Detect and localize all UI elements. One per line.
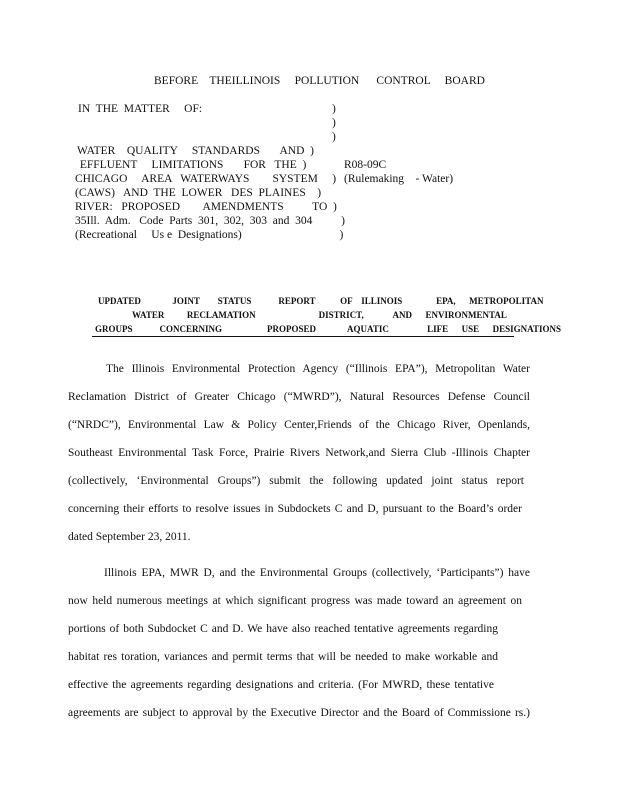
report-title-line: WATER RECLAMATION DISTRICT, AND ENVIRONMENTAL	[132, 310, 507, 320]
body-paragraph-1	[68, 355, 530, 551]
caption-line: 35Ill. Adm. Code Parts 301, 302, 303 and 304 )	[75, 215, 345, 227]
paragraph-line: agreements are subject to approval by the Executive Director and the Board of Commissione rs.)	[68, 707, 530, 719]
caption-line: RIVER: PROPOSED AMENDMENTS TO )	[75, 201, 337, 213]
report-title-line: UPDATED JOINT STATUS REPORT OF ILLINOIS EPA, METROPOLITAN	[98, 296, 544, 306]
paragraph-line: (“NRDC”), Environmental Law & Policy Center,Friends of the Chicago River, Openlands,	[68, 419, 530, 431]
paragraph-line: Reclamation District of Greater Chicago (“MWRD”), Natural Resources Defense Council	[68, 391, 530, 403]
paragraph-line: dated September 23, 2011.	[68, 531, 191, 543]
paragraph-line: now held numerous meetings at which significant progress was made toward an agreement on	[68, 595, 522, 607]
caption-line: (Recreational Us e Designations) )	[75, 229, 344, 241]
caption-paren: )	[332, 131, 336, 143]
in-the-matter-label: IN THE MATTER OF:	[78, 103, 203, 115]
paragraph-line: portions of both Subdocket C and D. We have also reached tentative agreements regarding	[68, 623, 498, 635]
paragraph-line: Illinois EPA, MWR D, and the Environmental Groups (collectively, ‘Participants”) have	[104, 567, 530, 579]
paragraph-line: effective the agreements regarding designations and criteria. (For MWRD, these tentative	[68, 679, 494, 691]
caption-line: CHICAGO AREA WATERWAYS SYSTEM )	[75, 173, 337, 185]
paragraph-line: Southeast Environmental Task Force, Prairie Rivers Network,and Sierra Club -Illinois Chapter	[68, 447, 530, 459]
caption-line: WATER QUALITY STANDARDS AND )	[77, 145, 314, 157]
paragraph-line: (collectively, ‘Environmental Groups”) submit the following updated joint status report	[68, 475, 524, 487]
report-title-line: GROUPS CONCERNING PROPOSED AQUATIC LIFE USE DESIGNATIONS	[95, 324, 561, 334]
caption-line: (CAWS) AND THE LOWER DES PLAINES )	[75, 187, 322, 199]
docket-type: (Rulemaking - Water)	[344, 173, 454, 185]
caption-line: EFFLUENT LIMITATIONS FOR THE )	[77, 159, 307, 171]
paragraph-line: habitat res toration, variances and permit terms that will be needed to make workable and	[68, 651, 498, 663]
paragraph-line: concerning their efforts to resolve issues in Subdockets C and D, pursuant to the Board’s order	[68, 503, 522, 515]
paragraph-line: The Illinois Environmental Protection Agency (“Illinois EPA”), Metropolitan Water	[106, 363, 530, 375]
document-heading: BEFORE THEILLINOIS POLLUTION CONTROL BOARD	[154, 75, 485, 87]
caption-paren: )	[332, 103, 336, 115]
caption-paren: )	[332, 117, 336, 129]
docket-number: R08-09C	[344, 159, 387, 171]
body-paragraph-2	[68, 559, 530, 727]
report-title	[92, 294, 561, 337]
